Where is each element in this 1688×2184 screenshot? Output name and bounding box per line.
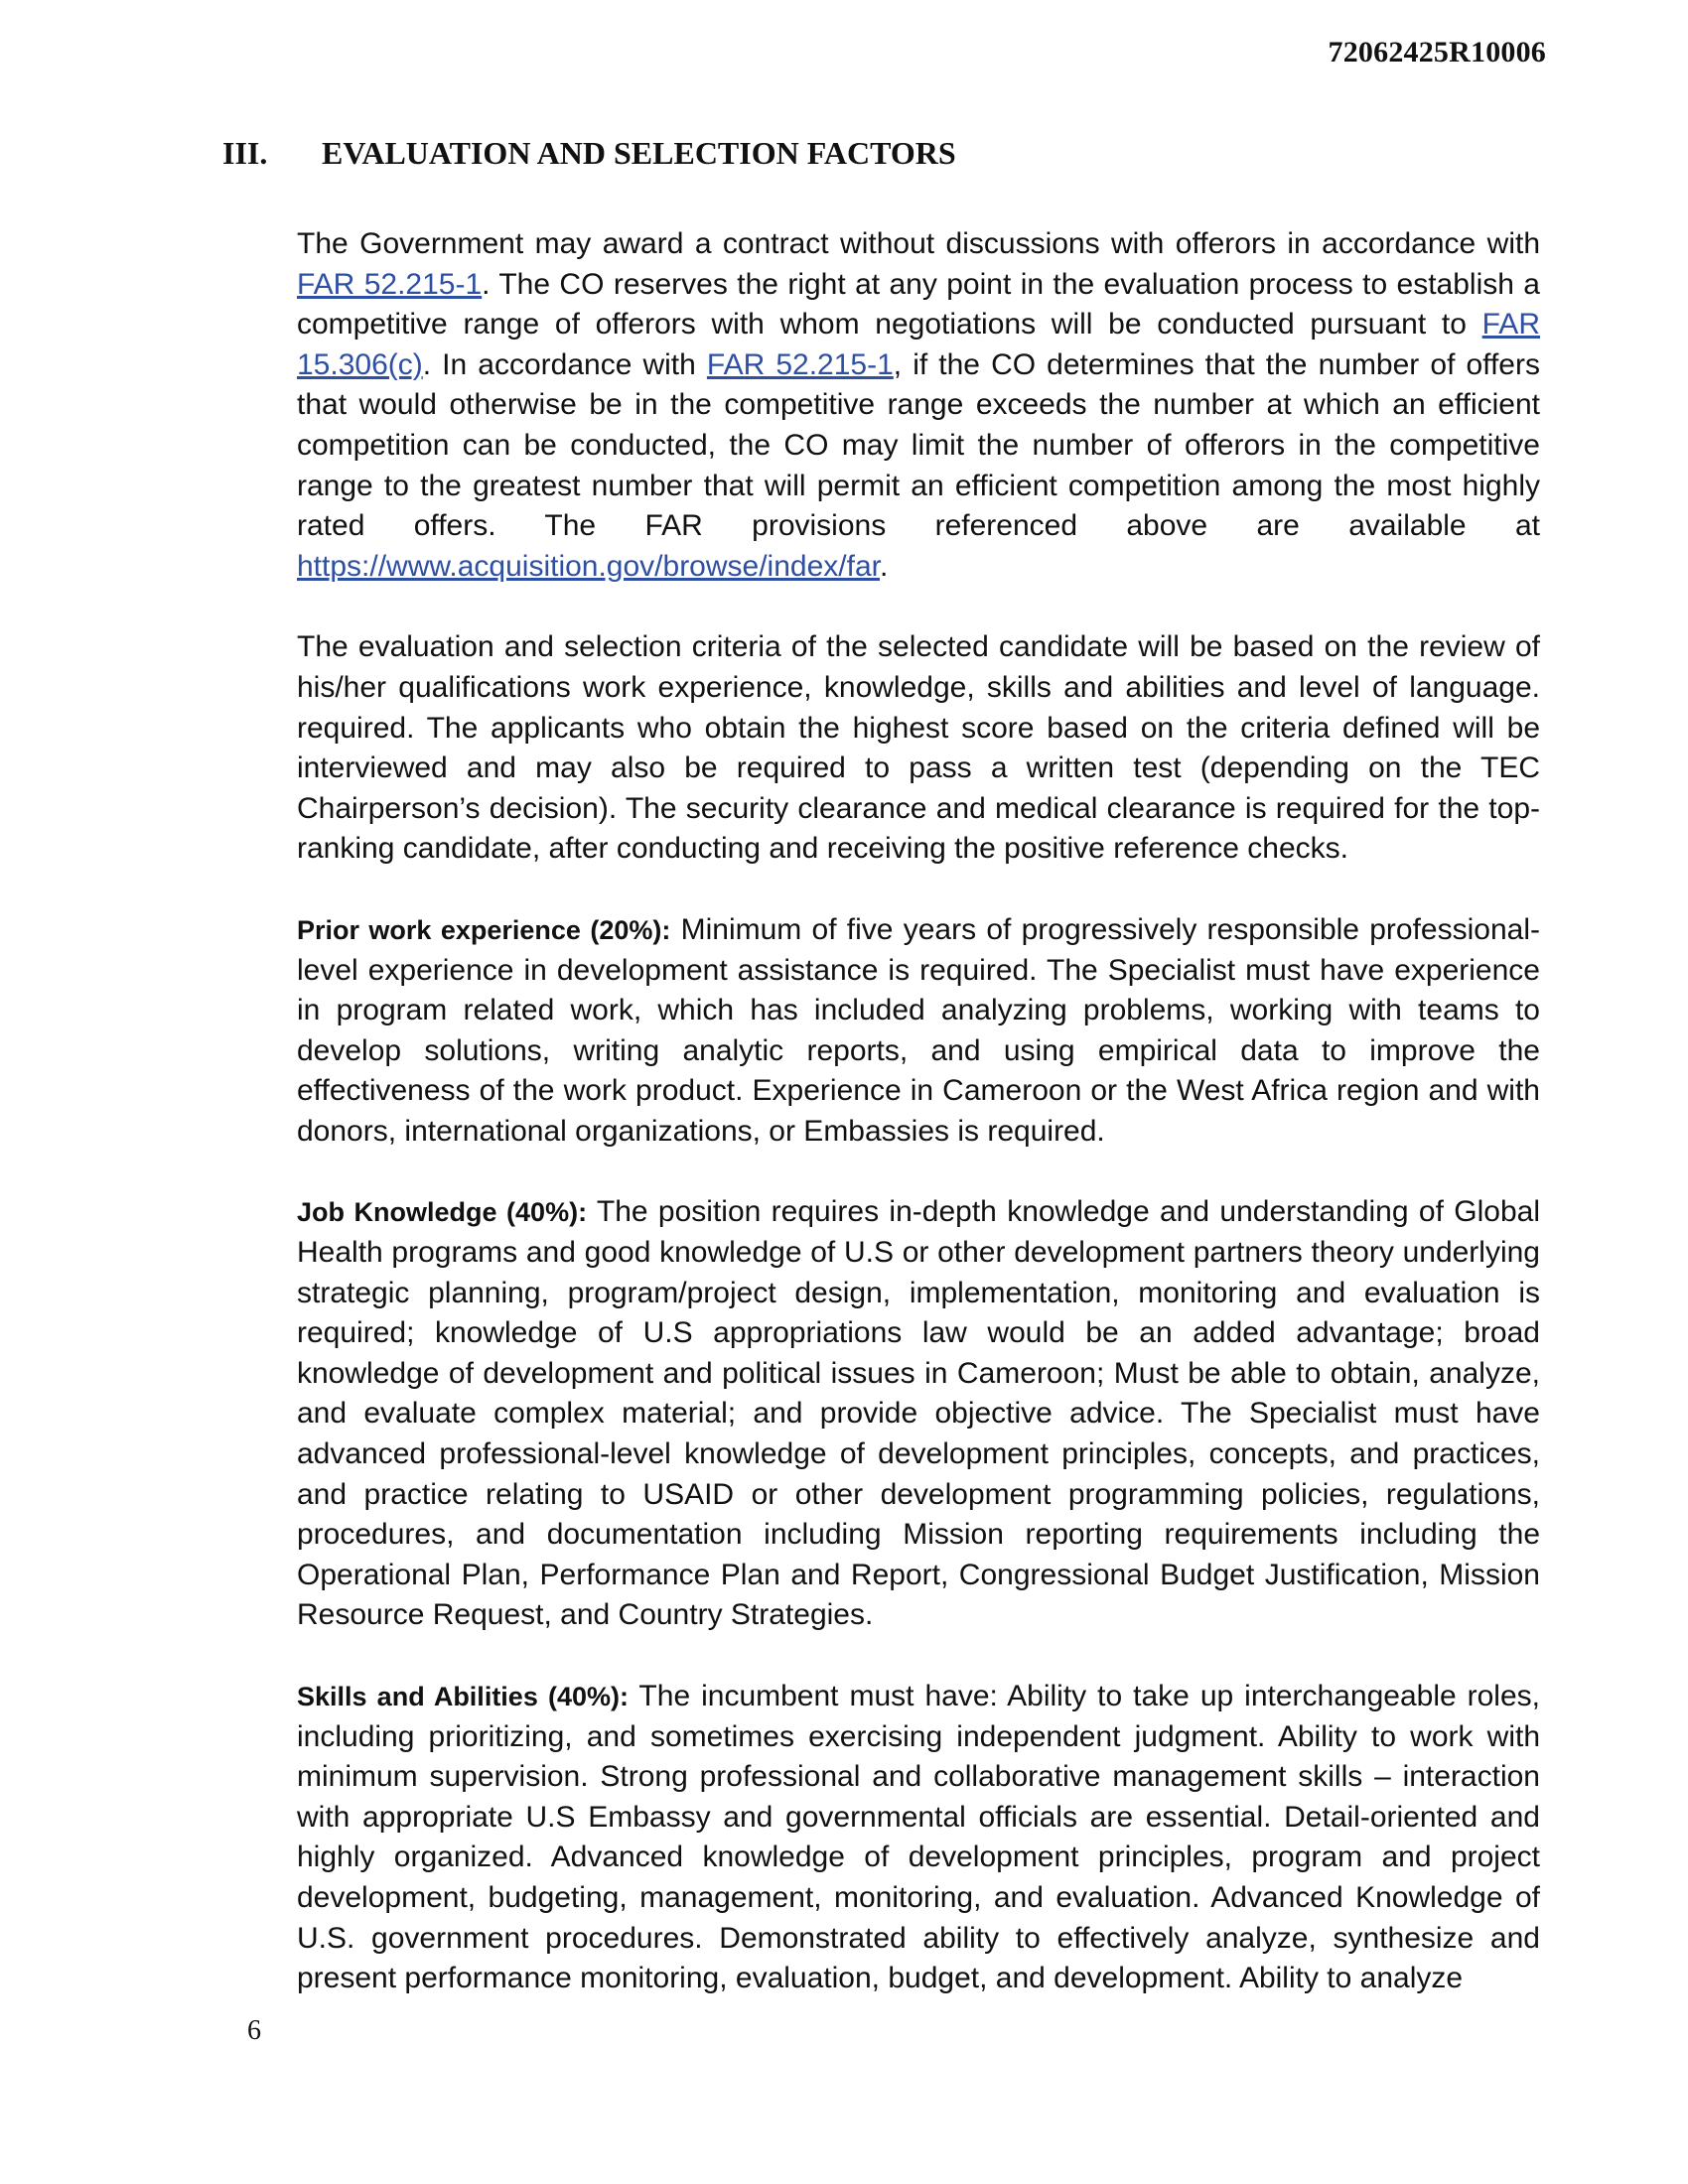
paragraph-award-without-discussions bbox=[297, 224, 1540, 587]
paragraph-text: . The CO reserves the right at any point in the evaluation process to establish a competitive range of offerors with whom negotiations will be conducted pursuant to bbox=[297, 267, 1540, 341]
criterion-label: Job Knowledge (40%): bbox=[297, 1197, 588, 1228]
criterion-text: The incumbent must have: Ability to take up interchangeable roles, including prioritizing, and sometimes exercising independent judgment. Ability to work with minimum supervision. Strong professional and collaborative management skills – interaction with appropriate U.S Embassy and governmental officials are essential. Detail-oriented and highly organized. Advanced knowledge of development principles, program and project development, budgeting, management, monitoring, and evaluation. Advanced Knowledge of U.S. government procedures. Demonstrated ability to effectively analyze, synthesize and present performance monitoring, evaluation, budget, and development. Ability to analyze bbox=[297, 1680, 1540, 1995]
criterion-label: Skills and Abilities (40%): bbox=[297, 1682, 629, 1711]
page-number: 6 bbox=[247, 2015, 261, 2046]
criterion-job-knowledge bbox=[297, 1192, 1540, 1636]
criterion-prior-work-experience bbox=[297, 910, 1540, 1153]
far-52-215-1-link-2[interactable]: FAR 52.215-1 bbox=[706, 347, 894, 381]
document-body bbox=[297, 224, 1540, 2040]
far-15-306c-link[interactable]: FAR 15.306(c) bbox=[297, 308, 1540, 381]
document-id: 72062425R10006 bbox=[1328, 36, 1546, 68]
acquisition-gov-link[interactable]: https://www.acquisition.gov/browse/index/far bbox=[297, 549, 880, 583]
section-title: EVALUATION AND SELECTION FACTORS bbox=[322, 135, 956, 171]
criterion-skills-and-abilities bbox=[297, 1677, 1540, 1999]
paragraph-text: . In accordance with bbox=[422, 347, 707, 381]
paragraph-text: . bbox=[879, 549, 889, 583]
criterion-text: The position requires in-depth knowledge and understanding of Global Health programs and good knowledge of U.S or other development partners theory underlying strategic planning, program/project design, implementation, monitoring and evaluation is required; knowledge of U.S appropriations law would be an added advantage; broad knowledge of development and political issues in Cameroon; Must be able to obtain, analyze, and evaluate complex material; and provide objective advice. The Specialist must have advanced professional-level knowledge of development principles, concepts, and practices, and practice relating to USAID or other development programming policies, regulations, procedures, and documentation including Mission reporting requirements including the Operational Plan, Performance Plan and Report, Congressional Budget Justification, Mission Resource Request, and Country Strategies. bbox=[297, 1195, 1540, 1632]
far-52-215-1-link[interactable]: FAR 52.215-1 bbox=[297, 267, 483, 301]
section-number: III. bbox=[222, 135, 268, 171]
criterion-text: Minimum of five years of progressively responsible professional-level experience in development assistance is required. The Specialist must have experience in program related work, which has included analyzing problems, working with teams to develop solutions, writing analytic reports, and using empirical data to improve the effectiveness of the work product. Experience in Cameroon or the West Africa region and with donors, international organizations, or Embassies is required. bbox=[297, 912, 1540, 1148]
paragraph-text: , if the CO determines that the number of offers that would otherwise be in the competitive range exceeds the number at which an efficient competition can be conducted, the CO may limit the number of offerors in the competitive range to the greatest number that will permit an efficient competition among the most highly rated offers. The FAR provisions referenced above are available at bbox=[297, 347, 1540, 543]
paragraph-text: The Government may award a contract without discussions with offerors in accordance with bbox=[297, 227, 1540, 260]
criterion-label: Prior work experience (20%): bbox=[297, 914, 671, 945]
section-heading bbox=[222, 135, 1513, 172]
paragraph-evaluation-criteria: The evaluation and selection criteria of the selected candidate will be based on the review of his/her qualifications work experience, knowledge, skills and abilities and level of language. required. The applicants who obtain the highest score based on the criteria defined will be interviewed and may also be required to pass a written test (depending on the TEC Chairperson’s decision). The security clearance and medical clearance is required for the top-ranking candidate, after conducting and receiving the positive reference checks. bbox=[297, 630, 1540, 866]
